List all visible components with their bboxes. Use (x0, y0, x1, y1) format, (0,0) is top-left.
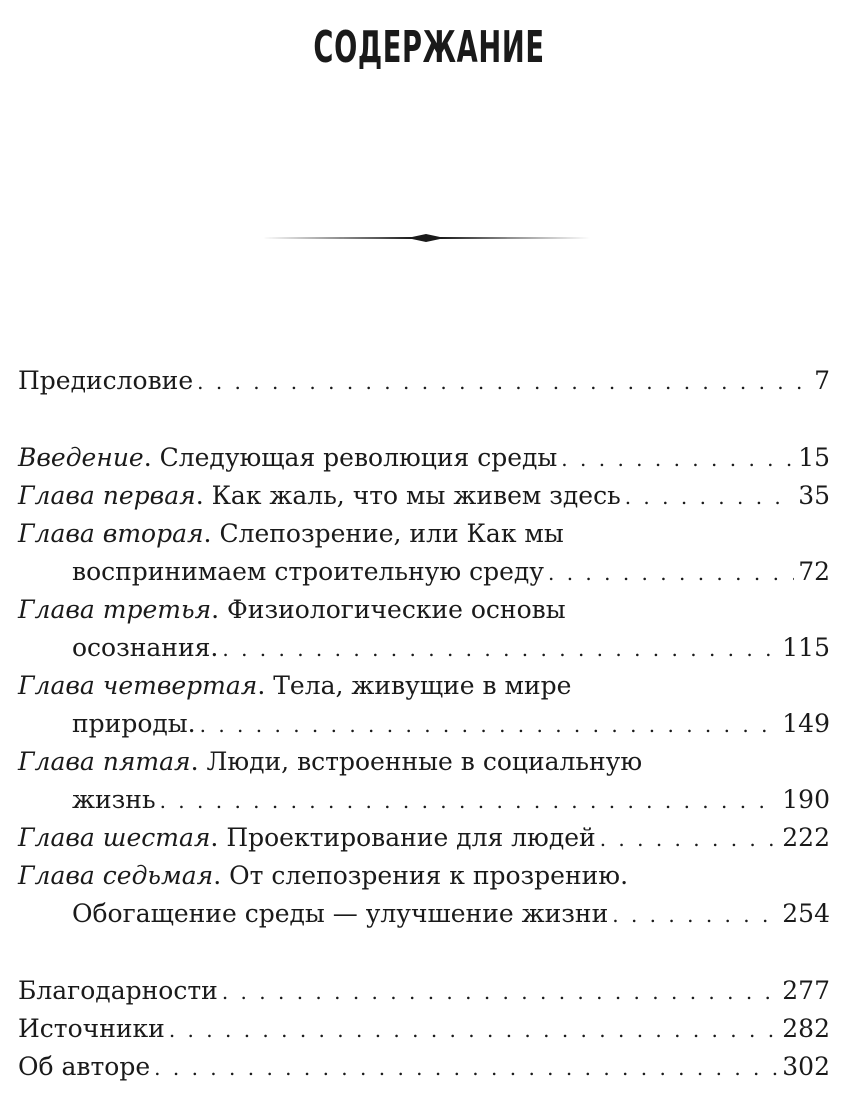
page-number: 72 (798, 557, 830, 586)
dot-leader (169, 1011, 778, 1049)
toc-entry-chapter-2-cont[interactable] (18, 553, 830, 591)
page-number: 277 (782, 976, 830, 1005)
entry-title-cont: воспринимаем строительную среду (72, 557, 544, 586)
dot-leader (548, 554, 794, 592)
page-number: 15 (798, 443, 830, 472)
toc-entry-chapter-1[interactable] (18, 477, 830, 515)
dot-leader (222, 973, 778, 1011)
dot-leader (197, 363, 810, 401)
page-number: 222 (782, 823, 830, 852)
toc-entry-sources[interactable] (18, 1010, 830, 1048)
toc-entry-chapter-7-cont[interactable] (18, 895, 830, 933)
page-title: СОДЕРЖАНИЕ (313, 22, 545, 73)
toc-entry-chapter-6[interactable] (18, 819, 830, 857)
entry-title: . Физиологические основы (211, 595, 566, 624)
toc-entry-chapter-4[interactable] (18, 667, 830, 705)
page-number: 149 (782, 709, 830, 738)
entry-title: . Тела, живущие в мире (257, 671, 572, 700)
page-number: 190 (782, 785, 830, 814)
dot-leader (625, 478, 794, 516)
entry-lead: Глава пятая (18, 747, 191, 776)
entry-title: . Слепозрение, или Как мы (203, 519, 564, 548)
dot-leader (600, 820, 779, 858)
entry-title-cont: осознания. (72, 633, 219, 662)
page-number: 115 (782, 633, 830, 662)
dot-leader (160, 782, 779, 820)
entry-title: . Люди, встроенные в социальную (190, 747, 643, 776)
entry-title-cont: Обогащение среды — улучшение жизни (72, 899, 609, 928)
entry-title: . Проектирование для людей (210, 823, 596, 852)
entry-title: Благодарности (18, 976, 218, 1005)
toc-entry-chapter-2[interactable] (18, 515, 830, 553)
dot-leader (612, 896, 778, 934)
entry-title: Об авторе (18, 1052, 151, 1081)
toc-entry-chapter-3-cont[interactable] (18, 629, 830, 667)
entry-lead: Глава первая (18, 481, 196, 510)
divider-ornament (262, 228, 590, 248)
toc-entry-chapter-3[interactable] (18, 591, 830, 629)
entry-title-cont: природы. (72, 709, 196, 738)
toc-entry-preface[interactable] (18, 362, 830, 400)
entry-lead: Глава седьмая (18, 861, 214, 890)
entry-lead: Введение (18, 443, 144, 472)
entry-lead: Глава четвертая (18, 671, 258, 700)
dot-leader (222, 630, 778, 668)
entry-title: Источники (18, 1014, 165, 1043)
toc-entry-chapter-4-cont[interactable] (18, 705, 830, 743)
toc-entry-chapter-5-cont[interactable] (18, 781, 830, 819)
page-number: 7 (814, 366, 830, 395)
dot-leader (561, 440, 794, 478)
table-of-contents (18, 362, 830, 1086)
entry-title: . Как жаль, что мы живем здесь (195, 481, 621, 510)
toc-entry-acknowledgements[interactable] (18, 972, 830, 1010)
entry-lead: Глава третья (18, 595, 212, 624)
toc-entry-about-author[interactable] (18, 1048, 830, 1086)
dot-leader (154, 1049, 778, 1087)
dot-leader (200, 706, 779, 744)
toc-entry-chapter-5[interactable] (18, 743, 830, 781)
toc-entry-introduction[interactable] (18, 439, 830, 477)
entry-title: . От слепозрения к прозрению. (213, 861, 629, 890)
entry-lead: Глава шестая (18, 823, 211, 852)
entry-title: Предисловие (18, 366, 194, 395)
entry-title-cont: жизнь (72, 785, 156, 814)
page-number: 35 (798, 481, 830, 510)
page-number: 282 (782, 1014, 830, 1043)
entry-title: . Следующая революция среды (143, 443, 558, 472)
entry-lead: Глава вторая (18, 519, 204, 548)
toc-entry-chapter-7[interactable] (18, 857, 830, 895)
page-number: 302 (782, 1052, 830, 1081)
page-number: 254 (782, 899, 830, 928)
